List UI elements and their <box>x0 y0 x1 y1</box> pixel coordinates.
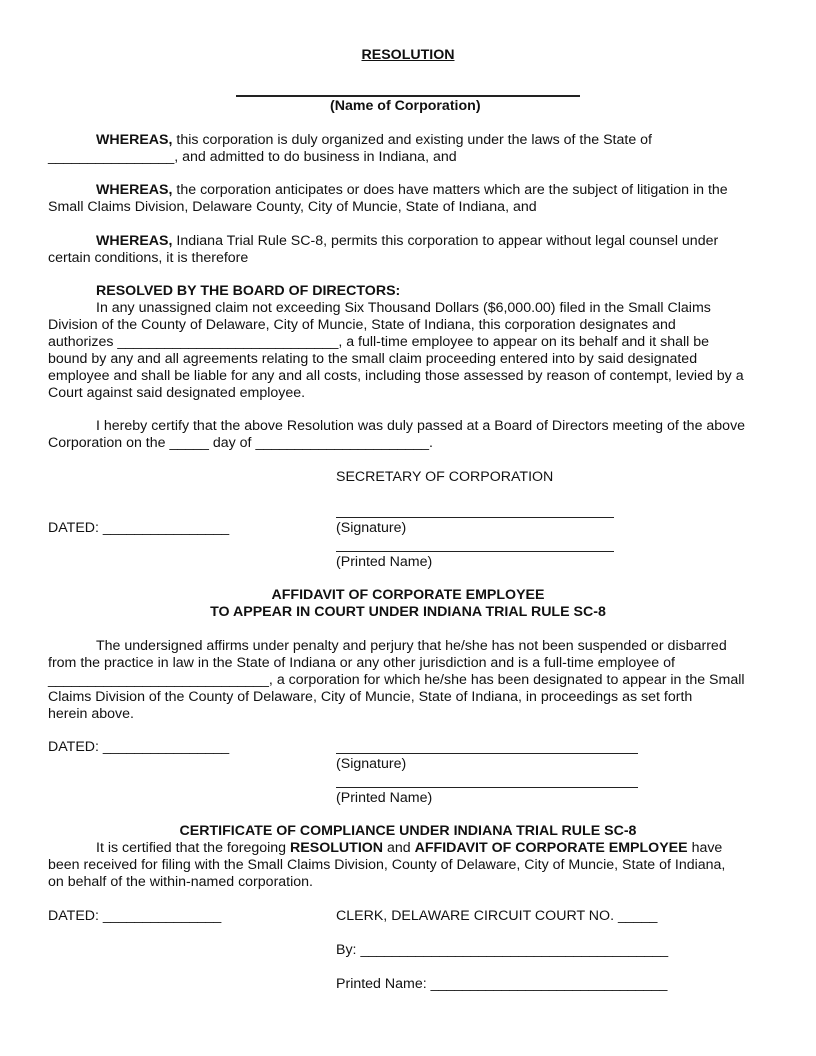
secretary-printed-name-line[interactable] <box>336 551 614 552</box>
affidavit-line: herein above. <box>48 706 134 722</box>
whereas-clause-2 <box>48 182 770 216</box>
resolution-dated-field[interactable]: DATED: ________________ <box>48 520 230 536</box>
certify-line-2: Corporation on the _____ day of ______________________. <box>48 435 433 451</box>
resolved-line: employee and shall be liable for any and all costs, including those assessed by reason of contempt, levied by a <box>48 368 744 384</box>
affidavit-line: from the practice in law in the State of Indiana or any other jurisdiction and is a full-time employee of <box>48 655 675 671</box>
affidavit-line: Claims Division of the County of Delaware, City of Muncie, State of Indiana, in proceedings as set forth <box>48 689 693 705</box>
affidavit-line: ____________________________, a corporation for which he/she has been designated to appear in the Small <box>48 672 745 688</box>
affidavit-signature-caption: (Signature) <box>336 756 407 772</box>
whereas-1-line-1: this corporation is duly organized and existing under the laws of the State of <box>176 132 652 148</box>
resolved-clause <box>48 283 770 402</box>
printed-name-caption: (Printed Name) <box>336 554 433 570</box>
certificate-resolution-term: RESOLUTION <box>290 840 384 856</box>
certificate-title: CERTIFICATE OF COMPLIANCE UNDER INDIANA TRIAL RULE SC-8 <box>179 823 637 839</box>
affidavit-title-line-1: AFFIDAVIT OF CORPORATE EMPLOYEE <box>271 587 545 603</box>
affidavit-body <box>48 638 770 723</box>
page-title: RESOLUTION <box>361 47 455 63</box>
resolved-line: authorizes ____________________________, a full-time employee to appear on its behalf and it shall be <box>48 334 710 350</box>
whereas-3-line-1: Indiana Trial Rule SC-8, permits this corporation to appear without legal counsel under <box>176 233 719 249</box>
certificate-line-1-pre: It is certified that the foregoing <box>96 840 287 856</box>
resolved-line: In any unassigned claim not exceeding Six Thousand Dollars ($6,000.00) filed in the Small Claims <box>96 300 711 316</box>
certificate-line-2: been received for filing with the Small Claims Division, County of Delaware, City of Muncie, State of Indiana, <box>48 857 726 873</box>
secretary-signature-line[interactable] <box>336 517 614 518</box>
affidavit-line: The undersigned affirms under penalty and perjury that he/she has not been suspended or disbarred <box>96 638 727 654</box>
affidavit-dated-field[interactable]: DATED: ________________ <box>48 739 230 755</box>
clerk-by-field[interactable]: By: _______________________________________ <box>336 942 669 958</box>
certificate-line-3: on behalf of the within-named corporation. <box>48 874 313 890</box>
secretary-label: SECRETARY OF CORPORATION <box>336 469 554 485</box>
whereas-label: WHEREAS, <box>96 182 173 198</box>
certificate-affidavit-term: AFFIDAVIT OF CORPORATE EMPLOYEE <box>414 840 688 856</box>
whereas-2-line-1: the corporation anticipates or does have matters which are the subject of litigation in the <box>176 182 728 198</box>
affidavit-printed-name-caption: (Printed Name) <box>336 790 433 806</box>
whereas-3-line-2: certain conditions, it is therefore <box>48 250 249 266</box>
clerk-printed-name-field[interactable]: Printed Name: ______________________________ <box>336 976 668 992</box>
certificate-and: and <box>387 840 411 856</box>
whereas-clause-1 <box>48 132 770 166</box>
affidavit-title-line-2: TO APPEAR IN COURT UNDER INDIANA TRIAL RULE SC-8 <box>210 604 606 620</box>
resolved-line: Division of the County of Delaware, City of Muncie, State of Indiana, this corporation designates and <box>48 317 676 333</box>
certificate-dated-field[interactable]: DATED: _______________ <box>48 908 222 924</box>
whereas-label: WHEREAS, <box>96 132 173 148</box>
clerk-court-field[interactable]: CLERK, DELAWARE CIRCUIT COURT NO. _____ <box>336 908 658 924</box>
whereas-clause-3 <box>48 233 770 267</box>
resolved-heading: RESOLVED BY THE BOARD OF DIRECTORS: <box>96 283 401 299</box>
corporation-name-line <box>236 95 580 97</box>
whereas-1-line-2: ________________, and admitted to do business in Indiana, and <box>48 149 457 165</box>
resolved-line: Court against said designated employee. <box>48 385 306 401</box>
signature-caption: (Signature) <box>336 520 407 536</box>
whereas-2-line-2: Small Claims Division, Delaware County, City of Muncie, State of Indiana, and <box>48 199 537 215</box>
corporation-name-caption: (Name of Corporation) <box>330 98 481 114</box>
affidavit-signature-line[interactable] <box>336 753 638 754</box>
affidavit-printed-name-line[interactable] <box>336 787 638 788</box>
certificate-body <box>48 840 770 891</box>
certification-statement <box>48 418 770 452</box>
certify-line-1: I hereby certify that the above Resolution was duly passed at a Board of Directors meeting of the above <box>96 418 746 434</box>
whereas-label: WHEREAS, <box>96 233 173 249</box>
certificate-line-1-post: have <box>691 840 723 856</box>
resolved-line: bound by any and all agreements relating to the small claim proceeding entered into by said designated <box>48 351 698 367</box>
